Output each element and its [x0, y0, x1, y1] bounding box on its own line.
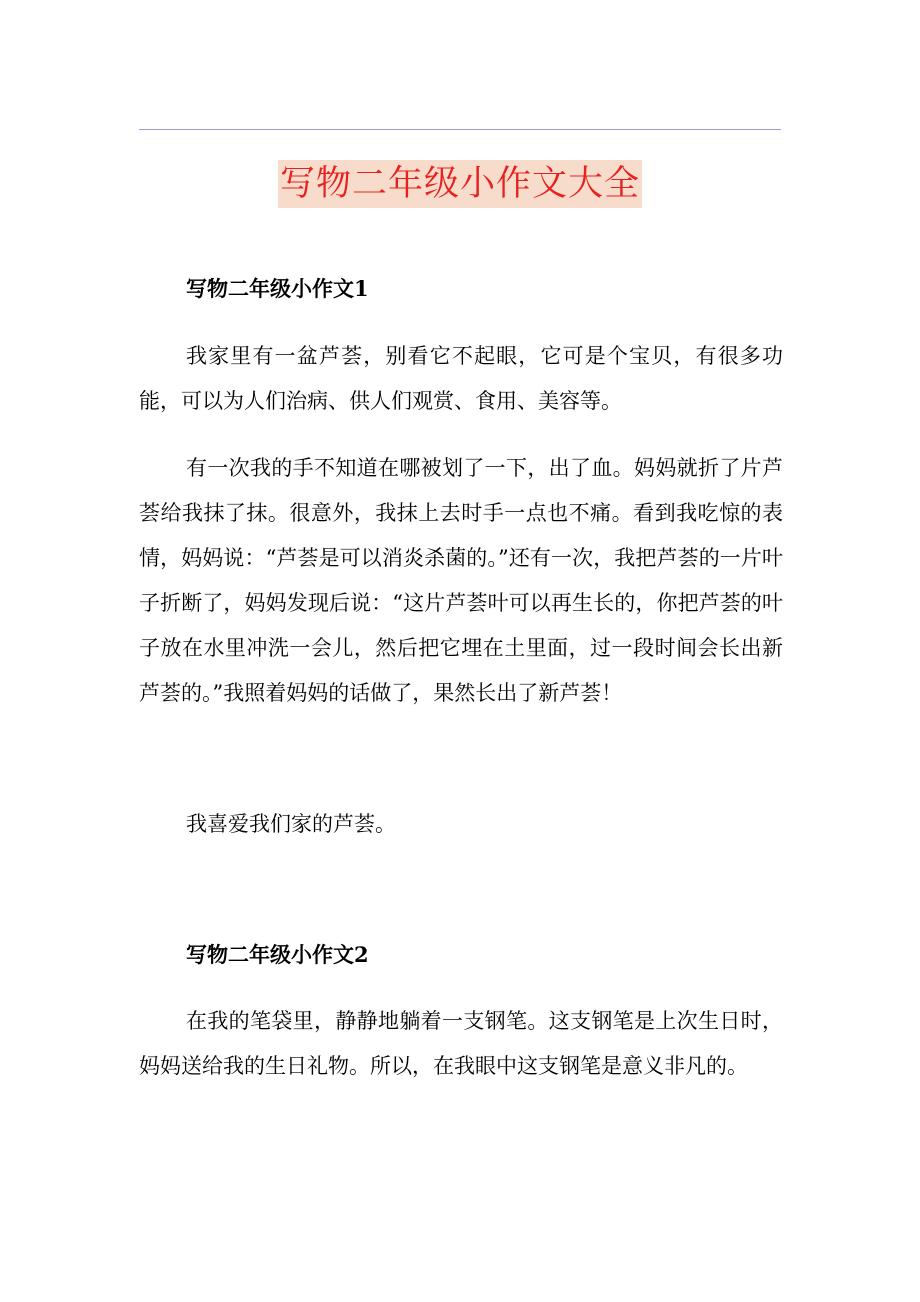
- section-heading: 写物二年级小作文1: [186, 276, 369, 301]
- paragraph: 有一次我的手不知道在哪被划了一下，出了血。妈妈就折了片芦荟给我抹了抹。很意外，我抹上去时手一点也不痛。看到我吃惊的表情，妈妈说：“芦荟是可以消炎杀菌的。”还有一次，我把芦荟的一片叶子折断了，妈妈发现后说：“这片芦荟叶可以再生长的，你把芦荟的叶子放在水里冲洗一会儿，然后把它埋在土里面，过一段时间会长出新芦荟的。”我照着妈妈的话做了，果然长出了新芦荟！: [139, 456, 783, 705]
- section-heading: 写物二年级小作文2: [186, 942, 369, 967]
- title-container: [0, 160, 920, 208]
- page-title: 写物二年级小作文大全: [278, 160, 642, 208]
- paragraph: 我喜爱我们家的芦荟。: [186, 812, 396, 836]
- paragraph: 在我的笔袋里，静静地躺着一支钢笔。这支钢笔是上次生日时，妈妈送给我的生日礼物。所以，在我眼中这支钢笔是意义非凡的。: [139, 1009, 783, 1078]
- paragraph: 我家里有一盆芦荟，别看它不起眼，它可是个宝贝，有很多功能，可以为人们治病、供人们观赏、食用、美容等。: [139, 344, 783, 413]
- header-rule: [139, 129, 781, 130]
